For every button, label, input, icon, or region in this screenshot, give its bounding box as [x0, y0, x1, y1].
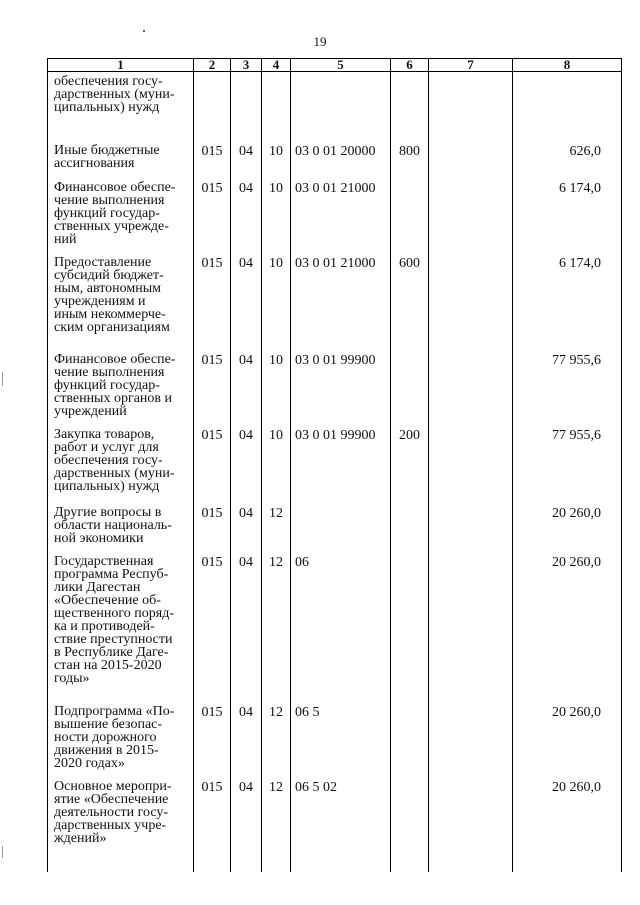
row-name-line: дарственных (муни- [54, 87, 175, 102]
chapter-code-cell: 04 [231, 246, 262, 343]
amount-cell: 20 260,0 [513, 695, 622, 770]
column-header: 6 [391, 59, 429, 72]
chapter-code-cell: 04 [231, 134, 262, 171]
expense-type-cell: 800 [391, 134, 429, 171]
row-name-line: Финансовое обеспе- [54, 351, 176, 367]
target-code-cell [291, 496, 391, 545]
row-name-line: субсидий бюджет- [54, 267, 164, 283]
subchapter-code-cell: 12 [262, 770, 291, 860]
target-code-cell: 06 5 [291, 695, 391, 770]
spacer-cell [262, 860, 291, 872]
row-name-cell [48, 134, 194, 171]
empty-cell [429, 72, 513, 134]
subchapter-code-cell: 12 [262, 545, 291, 695]
target-code-cell: 06 5 02 [291, 770, 391, 860]
row-name-line: ствие преступности [54, 631, 173, 647]
chapter-code-cell: 04 [231, 770, 262, 860]
section-code-cell: 015 [194, 171, 231, 246]
target-code-cell: 03 0 01 99900 [291, 418, 391, 496]
row-name-cell [48, 343, 194, 418]
row-name-line: Иные бюджетные [54, 142, 160, 158]
target-code-cell: 06 [291, 545, 391, 695]
scan-margin-mark [2, 846, 3, 858]
table-row [48, 246, 622, 343]
row-name-line: чение выполнения [54, 192, 165, 208]
table-row [48, 418, 622, 496]
row-name-line: дарственных учре- [54, 817, 167, 833]
row-name-line: стан на 2015-2020 [54, 657, 162, 673]
chapter-code-cell: 04 [231, 171, 262, 246]
subchapter-code-cell: 12 [262, 496, 291, 545]
row-name-line: ной экономики [54, 530, 144, 546]
amount-cell: 20 260,0 [513, 770, 622, 860]
row-name-line: лики Дагестан [54, 579, 141, 595]
empty-cell [429, 134, 513, 171]
scan-margin-mark [2, 372, 3, 386]
row-name-line: Другие вопросы в [54, 504, 162, 520]
empty-cell [429, 695, 513, 770]
row-name-line: движения в 2015- [54, 742, 159, 758]
row-name-line: деятельности госу- [54, 804, 169, 820]
row-name-line: годы» [54, 670, 90, 686]
row-name-line: Финансовое обеспе- [54, 179, 176, 195]
expense-type-cell [391, 545, 429, 695]
row-name-line: ятие «Обеспечение [54, 791, 169, 807]
empty-cell [429, 171, 513, 246]
row-name-line: работ и услуг для [54, 439, 159, 455]
empty-cell [429, 770, 513, 860]
row-name-line: ности дорожного [54, 729, 157, 745]
chapter-code-cell: 04 [231, 545, 262, 695]
section-code-cell: 015 [194, 246, 231, 343]
section-code-cell [194, 72, 231, 134]
chapter-code-cell: 04 [231, 496, 262, 545]
subchapter-code-cell: 10 [262, 418, 291, 496]
row-name-line: ка и противодей- [54, 618, 155, 634]
amount-cell: 6 174,0 [513, 171, 622, 246]
expense-type-cell [391, 72, 429, 134]
expense-type-cell [391, 343, 429, 418]
row-name-cell [48, 496, 194, 545]
expense-type-cell: 200 [391, 418, 429, 496]
spacer-cell [391, 860, 429, 872]
subchapter-code-cell: 10 [262, 171, 291, 246]
chapter-code-cell [231, 72, 262, 134]
row-name-line: Подпрограмма «По- [54, 703, 175, 719]
expense-type-cell: 600 [391, 246, 429, 343]
spacer-cell [194, 860, 231, 872]
section-code-cell: 015 [194, 134, 231, 171]
table-row [48, 770, 622, 860]
row-name-cell [48, 545, 194, 695]
row-name-line: Государственная [54, 553, 154, 569]
target-code-cell [291, 72, 391, 134]
empty-cell [429, 545, 513, 695]
expense-type-cell [391, 695, 429, 770]
subchapter-code-cell: 10 [262, 343, 291, 418]
row-name-line: ственных учрежде- [54, 218, 169, 234]
section-code-cell: 015 [194, 770, 231, 860]
section-code-cell: 015 [194, 418, 231, 496]
column-header: 4 [262, 59, 291, 72]
row-name-line: функций государ- [54, 377, 160, 393]
row-name-cell [48, 770, 194, 860]
amount-cell: 626,0 [513, 134, 622, 171]
spacer-cell [48, 860, 194, 872]
amount-cell: 77 955,6 [513, 343, 622, 418]
target-code-cell: 03 0 01 21000 [291, 246, 391, 343]
table-row [48, 72, 622, 134]
table-row [48, 343, 622, 418]
column-header: 2 [194, 59, 231, 72]
spacer-cell [291, 860, 391, 872]
target-code-cell: 03 0 01 99900 [291, 343, 391, 418]
row-name-cell [48, 418, 194, 496]
target-code-cell: 03 0 01 21000 [291, 171, 391, 246]
table-row [48, 695, 622, 770]
amount-cell: 77 955,6 [513, 418, 622, 496]
page-number: 19 [313, 34, 327, 49]
expense-type-cell [391, 496, 429, 545]
row-name-line: Предоставление [54, 254, 152, 270]
row-name-line: ственных органов и [54, 390, 173, 406]
amount-cell: 20 260,0 [513, 496, 622, 545]
row-name-line: вышение безопас- [54, 716, 163, 732]
row-name-line: ассигнования [54, 155, 135, 171]
empty-cell [429, 496, 513, 545]
spacer-cell [513, 860, 622, 872]
column-header: 8 [513, 59, 622, 72]
spacer-cell [231, 860, 262, 872]
scan-speck [143, 30, 145, 32]
subchapter-code-cell: 10 [262, 134, 291, 171]
section-code-cell: 015 [194, 545, 231, 695]
chapter-code-cell: 04 [231, 695, 262, 770]
header-row [48, 59, 622, 72]
expense-type-cell [391, 770, 429, 860]
row-name-cell [48, 72, 194, 134]
row-name-line: ным, автономным [54, 280, 162, 296]
row-name-line: области националь- [54, 517, 172, 533]
row-name-line: ний [54, 231, 77, 247]
row-name-line: ципальных) нужд [54, 100, 160, 115]
spacer-cell [429, 860, 513, 872]
column-header: 7 [429, 59, 513, 72]
table-row [48, 545, 622, 695]
empty-cell [429, 246, 513, 343]
row-name-line: иным некоммерче- [54, 306, 166, 322]
subchapter-code-cell: 10 [262, 246, 291, 343]
row-name-line: чение выполнения [54, 364, 165, 380]
row-name-cell [48, 171, 194, 246]
column-header: 5 [291, 59, 391, 72]
row-name-line: учреждениям и [54, 293, 146, 309]
column-header: 1 [48, 59, 194, 72]
row-name-line: щественного поряд- [54, 605, 175, 621]
table-row [48, 134, 622, 171]
table-row [48, 496, 622, 545]
row-name-line: обеспечения госу- [54, 74, 163, 89]
table-row [48, 171, 622, 246]
subchapter-code-cell [262, 72, 291, 134]
chapter-code-cell: 04 [231, 418, 262, 496]
empty-cell [429, 343, 513, 418]
row-name-line: «Обеспечение об- [54, 592, 161, 608]
target-code-cell: 03 0 01 20000 [291, 134, 391, 171]
row-name-line: в Республике Даге- [54, 644, 169, 660]
row-name-line: 2020 годах» [54, 755, 125, 771]
column-header: 3 [231, 59, 262, 72]
row-name-cell [48, 695, 194, 770]
row-name-line: учреждений [54, 403, 127, 419]
row-name-line: обеспечения госу- [54, 452, 163, 468]
row-name-line: Основное меропри- [54, 778, 172, 794]
section-code-cell: 015 [194, 496, 231, 545]
row-name-cell [48, 246, 194, 343]
table-continuation [48, 860, 622, 872]
row-name-line: функций государ- [54, 205, 160, 221]
amount-cell: 20 260,0 [513, 545, 622, 695]
amount-cell: 6 174,0 [513, 246, 622, 343]
row-name-line: Закупка товаров, [54, 426, 155, 442]
row-name-line: ским организациям [54, 319, 170, 335]
row-name-line: ждений» [54, 830, 107, 846]
section-code-cell: 015 [194, 343, 231, 418]
section-code-cell: 015 [194, 695, 231, 770]
row-name-line: ципальных) нужд [54, 478, 160, 494]
row-name-line: дарственных (муни- [54, 465, 175, 481]
empty-cell [429, 418, 513, 496]
subchapter-code-cell: 12 [262, 695, 291, 770]
chapter-code-cell: 04 [231, 343, 262, 418]
budget-table [47, 58, 622, 872]
expense-type-cell [391, 171, 429, 246]
amount-cell [513, 72, 622, 134]
row-name-line: программа Респуб- [54, 566, 169, 582]
